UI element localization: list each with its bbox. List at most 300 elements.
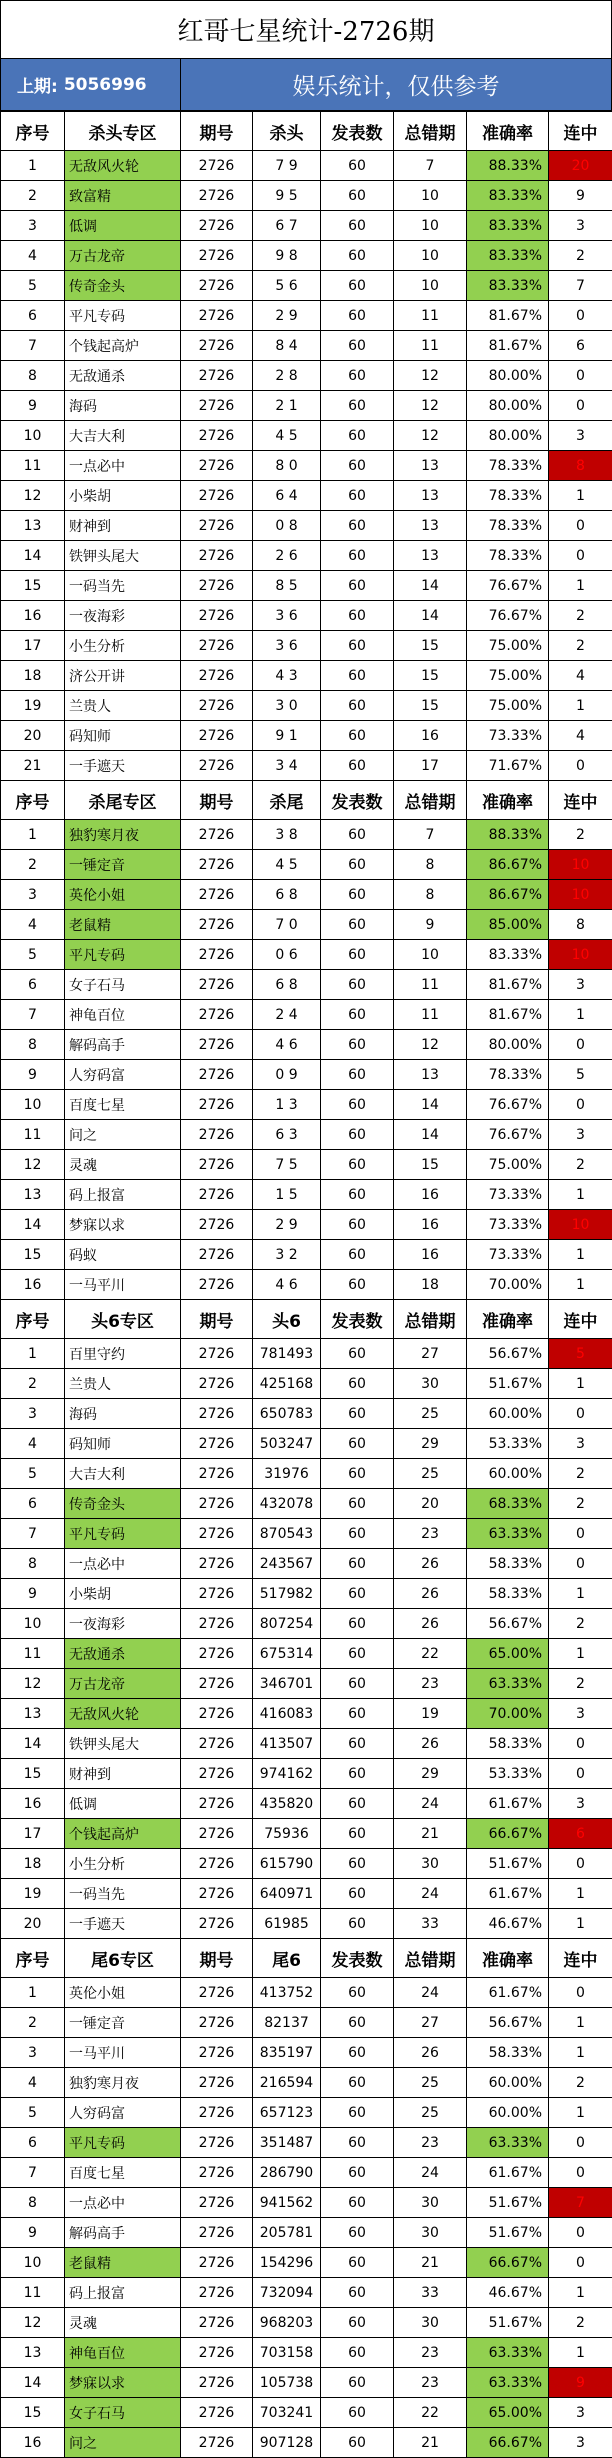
- cell-misses: 21: [394, 2248, 467, 2278]
- cell-period: 2726: [181, 1549, 253, 1579]
- cell-misses: 27: [394, 2008, 467, 2038]
- cell-pick: 432078: [253, 1489, 321, 1519]
- cell-name: 百度七星: [65, 2158, 181, 2188]
- cell-streak: 4: [549, 661, 612, 691]
- table-row: [1, 1210, 612, 1240]
- cell-streak: 8: [549, 451, 612, 481]
- summary-bar: [0, 59, 612, 111]
- cell-index: 11: [1, 1639, 65, 1669]
- cell-posts: 60: [321, 181, 394, 211]
- cell-accuracy: 66.67%: [467, 2248, 549, 2278]
- cell-accuracy: 66.67%: [467, 1819, 549, 1849]
- cell-name: 一手遮天: [65, 1909, 181, 1939]
- cell-index: 9: [1, 1060, 65, 1090]
- cell-pick: 0 6: [253, 940, 321, 970]
- table-row: [1, 1699, 612, 1729]
- cell-name: 女子石马: [65, 2398, 181, 2428]
- cell-streak: 0: [549, 2218, 612, 2248]
- cell-pick: 941562: [253, 2188, 321, 2218]
- cell-index: 8: [1, 361, 65, 391]
- cell-accuracy: 81.67%: [467, 331, 549, 361]
- previous-draw: [1, 59, 181, 110]
- cell-posts: 60: [321, 1459, 394, 1489]
- cell-pick: 9 5: [253, 181, 321, 211]
- column-header-misses: 总错期: [394, 1939, 467, 1978]
- cell-misses: 15: [394, 661, 467, 691]
- table-row: [1, 1579, 612, 1609]
- cell-posts: 60: [321, 481, 394, 511]
- cell-posts: 60: [321, 151, 394, 181]
- cell-pick: 5 6: [253, 271, 321, 301]
- cell-misses: 24: [394, 1978, 467, 2008]
- cell-misses: 33: [394, 2278, 467, 2308]
- table-row: [1, 1549, 612, 1579]
- table-row: [1, 2188, 612, 2218]
- cell-pick: 3 4: [253, 751, 321, 781]
- cell-accuracy: 78.33%: [467, 1060, 549, 1090]
- cell-name: 铁钾头尾大: [65, 541, 181, 571]
- cell-misses: 15: [394, 691, 467, 721]
- cell-accuracy: 80.00%: [467, 1030, 549, 1060]
- cell-name: 码知师: [65, 721, 181, 751]
- cell-index: 16: [1, 2428, 65, 2458]
- cell-index: 15: [1, 571, 65, 601]
- cell-posts: 60: [321, 1339, 394, 1369]
- cell-accuracy: 80.00%: [467, 391, 549, 421]
- cell-pick: 3 0: [253, 691, 321, 721]
- cell-name: 大吉大利: [65, 1459, 181, 1489]
- cell-index: 11: [1, 1120, 65, 1150]
- table-row: [1, 1090, 612, 1120]
- cell-misses: 11: [394, 970, 467, 1000]
- table-row: [1, 211, 612, 241]
- cell-name: 财神到: [65, 1759, 181, 1789]
- cell-pick: 4 6: [253, 1030, 321, 1060]
- table-row: [1, 910, 612, 940]
- cell-misses: 13: [394, 451, 467, 481]
- cell-misses: 27: [394, 1339, 467, 1369]
- cell-misses: 14: [394, 1090, 467, 1120]
- cell-index: 10: [1, 2248, 65, 2278]
- cell-posts: 60: [321, 1639, 394, 1669]
- table-row: [1, 1240, 612, 1270]
- cell-index: 5: [1, 940, 65, 970]
- cell-index: 7: [1, 1000, 65, 1030]
- cell-period: 2726: [181, 1819, 253, 1849]
- cell-posts: 60: [321, 391, 394, 421]
- cell-pick: 0 8: [253, 511, 321, 541]
- cell-index: 19: [1, 1879, 65, 1909]
- cell-period: 2726: [181, 541, 253, 571]
- cell-misses: 18: [394, 1270, 467, 1300]
- cell-streak: 2: [549, 241, 612, 271]
- cell-misses: 26: [394, 2038, 467, 2068]
- cell-misses: 16: [394, 721, 467, 751]
- cell-pick: 732094: [253, 2278, 321, 2308]
- cell-index: 16: [1, 1270, 65, 1300]
- table-row: [1, 1000, 612, 1030]
- cell-name: 小生分析: [65, 1849, 181, 1879]
- cell-pick: 216594: [253, 2068, 321, 2098]
- cell-name: 低调: [65, 1789, 181, 1819]
- cell-misses: 26: [394, 1729, 467, 1759]
- table-row: [1, 2008, 612, 2038]
- cell-streak: 1: [549, 571, 612, 601]
- cell-name: 英伦小姐: [65, 880, 181, 910]
- previous-draw-value: 5056996: [64, 75, 147, 95]
- cell-period: 2726: [181, 241, 253, 271]
- table-row: [1, 1819, 612, 1849]
- cell-streak: 2: [549, 631, 612, 661]
- cell-accuracy: 80.00%: [467, 421, 549, 451]
- cell-index: 19: [1, 691, 65, 721]
- cell-misses: 29: [394, 1429, 467, 1459]
- cell-name: 万古龙帝: [65, 241, 181, 271]
- cell-accuracy: 58.33%: [467, 1729, 549, 1759]
- cell-period: 2726: [181, 1909, 253, 1939]
- cell-name: 小柴胡: [65, 481, 181, 511]
- cell-streak: 0: [549, 1849, 612, 1879]
- cell-streak: 9: [549, 2368, 612, 2398]
- cell-accuracy: 61.67%: [467, 1879, 549, 1909]
- cell-posts: 60: [321, 1519, 394, 1549]
- cell-streak: 2: [549, 1459, 612, 1489]
- cell-index: 7: [1, 331, 65, 361]
- cell-streak: 2: [549, 2068, 612, 2098]
- cell-index: 1: [1, 1339, 65, 1369]
- cell-name: 一马平川: [65, 2038, 181, 2068]
- cell-pick: 870543: [253, 1519, 321, 1549]
- cell-misses: 24: [394, 1879, 467, 1909]
- cell-index: 7: [1, 1519, 65, 1549]
- cell-period: 2726: [181, 2248, 253, 2278]
- table-row: [1, 1369, 612, 1399]
- cell-streak: 1: [549, 2278, 612, 2308]
- cell-index: 12: [1, 2308, 65, 2338]
- cell-index: 9: [1, 2218, 65, 2248]
- cell-streak: 3: [549, 2398, 612, 2428]
- cell-name: 英伦小姐: [65, 1978, 181, 2008]
- cell-period: 2726: [181, 2368, 253, 2398]
- cell-streak: 1: [549, 2338, 612, 2368]
- cell-pick: 346701: [253, 1669, 321, 1699]
- cell-name: 独豹寒月夜: [65, 2068, 181, 2098]
- cell-streak: 6: [549, 331, 612, 361]
- cell-pick: 4 5: [253, 850, 321, 880]
- cell-streak: 0: [549, 1978, 612, 2008]
- section-header-head6: [1, 1300, 612, 1339]
- cell-pick: 7 5: [253, 1150, 321, 1180]
- cell-name: 万古龙帝: [65, 1669, 181, 1699]
- cell-posts: 60: [321, 2278, 394, 2308]
- cell-posts: 60: [321, 2248, 394, 2278]
- cell-misses: 10: [394, 181, 467, 211]
- cell-pick: 1 3: [253, 1090, 321, 1120]
- cell-period: 2726: [181, 1978, 253, 2008]
- table-row: [1, 601, 612, 631]
- table-row: [1, 1339, 612, 1369]
- cell-name: 个钱起高炉: [65, 1819, 181, 1849]
- cell-period: 2726: [181, 211, 253, 241]
- cell-name: 平凡专码: [65, 301, 181, 331]
- table-row: [1, 970, 612, 1000]
- cell-pick: 781493: [253, 1339, 321, 1369]
- cell-accuracy: 75.00%: [467, 661, 549, 691]
- cell-posts: 60: [321, 1270, 394, 1300]
- cell-accuracy: 86.67%: [467, 850, 549, 880]
- cell-name: 传奇金头: [65, 271, 181, 301]
- cell-name: 平凡专码: [65, 2128, 181, 2158]
- table-row: [1, 2308, 612, 2338]
- cell-period: 2726: [181, 511, 253, 541]
- cell-posts: 60: [321, 241, 394, 271]
- cell-misses: 26: [394, 1579, 467, 1609]
- cell-accuracy: 73.33%: [467, 1210, 549, 1240]
- cell-misses: 7: [394, 820, 467, 850]
- cell-index: 5: [1, 2098, 65, 2128]
- cell-index: 4: [1, 1429, 65, 1459]
- table-row: [1, 1489, 612, 1519]
- cell-streak: 0: [549, 751, 612, 781]
- cell-posts: 60: [321, 421, 394, 451]
- column-header-name: 尾6专区: [65, 1939, 181, 1978]
- cell-period: 2726: [181, 721, 253, 751]
- cell-index: 14: [1, 1729, 65, 1759]
- cell-pick: 7 9: [253, 151, 321, 181]
- cell-index: 8: [1, 1549, 65, 1579]
- cell-period: 2726: [181, 2038, 253, 2068]
- cell-pick: 503247: [253, 1429, 321, 1459]
- cell-name: 解码高手: [65, 1030, 181, 1060]
- cell-streak: 4: [549, 721, 612, 751]
- table-row: [1, 2158, 612, 2188]
- cell-pick: 6 4: [253, 481, 321, 511]
- cell-accuracy: 73.33%: [467, 1240, 549, 1270]
- table-row: [1, 2398, 612, 2428]
- cell-period: 2726: [181, 2338, 253, 2368]
- table-row: [1, 2098, 612, 2128]
- column-header-accuracy: 准确率: [467, 781, 549, 820]
- cell-name: 码蚁: [65, 1240, 181, 1270]
- cell-posts: 60: [321, 1579, 394, 1609]
- cell-posts: 60: [321, 940, 394, 970]
- cell-posts: 60: [321, 2068, 394, 2098]
- cell-pick: 8 4: [253, 331, 321, 361]
- cell-streak: 1: [549, 1909, 612, 1939]
- cell-index: 9: [1, 1579, 65, 1609]
- cell-posts: 60: [321, 1060, 394, 1090]
- cell-index: 14: [1, 1210, 65, 1240]
- cell-accuracy: 83.33%: [467, 211, 549, 241]
- cell-streak: 0: [549, 301, 612, 331]
- table-row: [1, 151, 612, 181]
- cell-misses: 26: [394, 1549, 467, 1579]
- cell-pick: 2 9: [253, 301, 321, 331]
- cell-streak: 2: [549, 2308, 612, 2338]
- cell-pick: 435820: [253, 1789, 321, 1819]
- cell-misses: 10: [394, 271, 467, 301]
- cell-index: 10: [1, 1609, 65, 1639]
- cell-accuracy: 66.67%: [467, 2428, 549, 2458]
- table-row: [1, 1789, 612, 1819]
- cell-accuracy: 75.00%: [467, 631, 549, 661]
- cell-misses: 23: [394, 1519, 467, 1549]
- section-header-kill-head: [1, 112, 612, 151]
- cell-name: 灵魂: [65, 2308, 181, 2338]
- column-header-streak: 连中: [549, 1939, 612, 1978]
- cell-accuracy: 63.33%: [467, 2338, 549, 2368]
- table-row: [1, 271, 612, 301]
- cell-streak: 10: [549, 940, 612, 970]
- cell-period: 2726: [181, 1369, 253, 1399]
- cell-accuracy: 60.00%: [467, 2068, 549, 2098]
- cell-index: 13: [1, 2338, 65, 2368]
- table-row: [1, 421, 612, 451]
- cell-accuracy: 56.67%: [467, 1339, 549, 1369]
- cell-misses: 10: [394, 211, 467, 241]
- cell-name: 神龟百位: [65, 1000, 181, 1030]
- cell-posts: 60: [321, 880, 394, 910]
- cell-streak: 6: [549, 1819, 612, 1849]
- cell-posts: 60: [321, 1978, 394, 2008]
- cell-index: 4: [1, 910, 65, 940]
- table-row: [1, 481, 612, 511]
- cell-index: 17: [1, 1819, 65, 1849]
- cell-posts: 60: [321, 451, 394, 481]
- cell-streak: 1: [549, 1639, 612, 1669]
- cell-period: 2726: [181, 1609, 253, 1639]
- cell-period: 2726: [181, 631, 253, 661]
- cell-accuracy: 70.00%: [467, 1270, 549, 1300]
- cell-accuracy: 46.67%: [467, 2278, 549, 2308]
- cell-accuracy: 56.67%: [467, 1609, 549, 1639]
- cell-posts: 60: [321, 2338, 394, 2368]
- cell-misses: 12: [394, 391, 467, 421]
- cell-accuracy: 51.67%: [467, 1849, 549, 1879]
- cell-period: 2726: [181, 2428, 253, 2458]
- cell-period: 2726: [181, 661, 253, 691]
- disclaimer-note: 娱乐统计，仅供参考: [181, 59, 611, 110]
- cell-period: 2726: [181, 691, 253, 721]
- cell-index: 15: [1, 1240, 65, 1270]
- cell-posts: 60: [321, 2098, 394, 2128]
- cell-name: 一夜海彩: [65, 601, 181, 631]
- table-row: [1, 691, 612, 721]
- cell-pick: 3 6: [253, 631, 321, 661]
- cell-posts: 60: [321, 301, 394, 331]
- cell-name: 码上报富: [65, 1180, 181, 1210]
- table-row: [1, 2248, 612, 2278]
- cell-misses: 30: [394, 1849, 467, 1879]
- cell-index: 13: [1, 1699, 65, 1729]
- cell-posts: 60: [321, 331, 394, 361]
- section-header-tail6: [1, 1939, 612, 1978]
- table-row: [1, 1879, 612, 1909]
- table-row: [1, 1030, 612, 1060]
- cell-period: 2726: [181, 1579, 253, 1609]
- cell-posts: 60: [321, 910, 394, 940]
- cell-misses: 13: [394, 541, 467, 571]
- cell-name: 传奇金头: [65, 1489, 181, 1519]
- cell-period: 2726: [181, 1669, 253, 1699]
- cell-name: 一锤定音: [65, 2008, 181, 2038]
- cell-accuracy: 63.33%: [467, 1669, 549, 1699]
- cell-period: 2726: [181, 1429, 253, 1459]
- cell-streak: 0: [549, 541, 612, 571]
- cell-misses: 23: [394, 2128, 467, 2158]
- cell-pick: 675314: [253, 1639, 321, 1669]
- cell-name: 无敌通杀: [65, 1639, 181, 1669]
- cell-period: 2726: [181, 1180, 253, 1210]
- cell-posts: 60: [321, 1669, 394, 1699]
- cell-index: 6: [1, 970, 65, 1000]
- cell-period: 2726: [181, 1000, 253, 1030]
- cell-index: 17: [1, 631, 65, 661]
- column-header-pick: 杀头: [253, 112, 321, 151]
- cell-index: 11: [1, 451, 65, 481]
- cell-accuracy: 73.33%: [467, 1180, 549, 1210]
- cell-accuracy: 88.33%: [467, 820, 549, 850]
- cell-pick: 154296: [253, 2248, 321, 2278]
- cell-accuracy: 83.33%: [467, 181, 549, 211]
- cell-index: 5: [1, 271, 65, 301]
- cell-name: 灵魂: [65, 1150, 181, 1180]
- cell-misses: 25: [394, 1399, 467, 1429]
- cell-posts: 60: [321, 1489, 394, 1519]
- column-header-name: 头6专区: [65, 1300, 181, 1339]
- cell-streak: 3: [549, 970, 612, 1000]
- cell-index: 6: [1, 1489, 65, 1519]
- cell-pick: 416083: [253, 1699, 321, 1729]
- table-row: [1, 1270, 612, 1300]
- cell-streak: 1: [549, 1369, 612, 1399]
- cell-name: 兰贵人: [65, 1369, 181, 1399]
- column-header-misses: 总错期: [394, 1300, 467, 1339]
- cell-streak: 20: [549, 151, 612, 181]
- cell-period: 2726: [181, 601, 253, 631]
- cell-accuracy: 56.67%: [467, 2008, 549, 2038]
- cell-streak: 0: [549, 1549, 612, 1579]
- cell-index: 21: [1, 751, 65, 781]
- cell-posts: 60: [321, 2308, 394, 2338]
- cell-period: 2726: [181, 1729, 253, 1759]
- cell-name: 海码: [65, 391, 181, 421]
- cell-misses: 9: [394, 910, 467, 940]
- cell-streak: 9: [549, 181, 612, 211]
- cell-accuracy: 63.33%: [467, 1519, 549, 1549]
- cell-misses: 11: [394, 301, 467, 331]
- cell-pick: 640971: [253, 1879, 321, 1909]
- cell-streak: 3: [549, 1699, 612, 1729]
- column-header-accuracy: 准确率: [467, 1939, 549, 1978]
- cell-name: 问之: [65, 2428, 181, 2458]
- cell-posts: 60: [321, 2218, 394, 2248]
- cell-streak: 10: [549, 850, 612, 880]
- cell-streak: 3: [549, 1789, 612, 1819]
- cell-streak: 3: [549, 211, 612, 241]
- column-header-posts: 发表数: [321, 781, 394, 820]
- section-header-kill-tail: [1, 781, 612, 820]
- cell-index: 3: [1, 880, 65, 910]
- column-header-pick: 头6: [253, 1300, 321, 1339]
- cell-name: 神龟百位: [65, 2338, 181, 2368]
- cell-posts: 60: [321, 2008, 394, 2038]
- cell-misses: 16: [394, 1210, 467, 1240]
- cell-index: 13: [1, 1180, 65, 1210]
- cell-period: 2726: [181, 940, 253, 970]
- cell-pick: 3 6: [253, 601, 321, 631]
- cell-misses: 23: [394, 2338, 467, 2368]
